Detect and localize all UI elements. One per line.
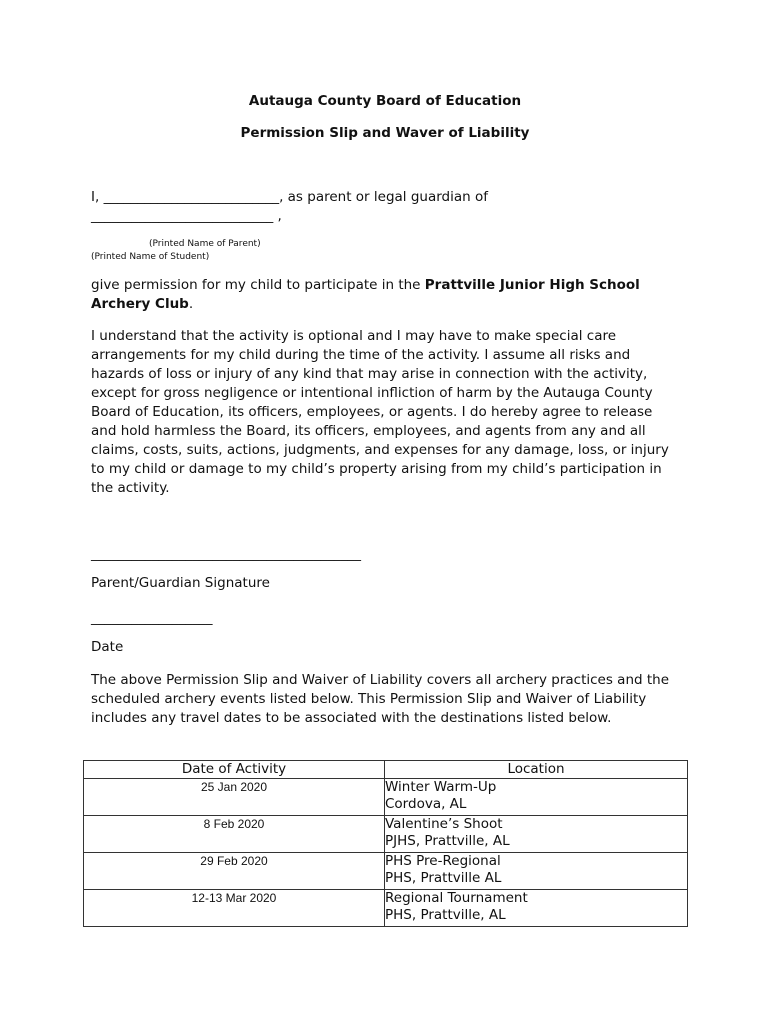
student-name-caption: (Printed Name of Student) (91, 252, 210, 262)
document-title: Permission Slip and Waver of Liability (240, 125, 530, 141)
event-name: Winter Warm-Up (385, 779, 497, 795)
events-table (83, 760, 688, 927)
date-line: __________________ (91, 610, 213, 626)
event-name: PHS Pre-Regional (385, 853, 501, 869)
event-place: Cordova, AL (385, 796, 467, 812)
organization-heading: Autauga County Board of Education (248, 93, 522, 109)
event-date: 12-13 Mar 2020 (84, 890, 385, 927)
table-row (84, 779, 688, 816)
table-row (84, 816, 688, 853)
table-row (84, 853, 688, 890)
event-location (385, 853, 688, 890)
permission-prefix: give permission for my child to participate in the (91, 277, 425, 293)
permission-suffix: . (188, 296, 194, 312)
event-name: Valentine’s Shoot (385, 816, 503, 832)
header-date-of-activity: Date of Activity (84, 761, 385, 779)
event-location (385, 890, 688, 927)
signature-line: ________________________________________ (91, 546, 361, 562)
date-label: Date (91, 639, 124, 655)
event-date: 8 Feb 2020 (84, 816, 385, 853)
parent-name-line: I, __________________________, as parent or legal guardian of (91, 189, 488, 205)
event-location (385, 779, 688, 816)
permission-statement (91, 276, 681, 314)
event-place: PJHS, Prattville, AL (385, 833, 510, 849)
coverage-paragraph: The above Permission Slip and Waiver of Liability covers all archery practices and the scheduled archery events listed below. This Permission Slip and Waiver of Liability includes any travel dates to be associated with the destinations listed below. (91, 672, 670, 726)
signature-label: Parent/Guardian Signature (91, 575, 270, 591)
liability-paragraph: I understand that the activity is optional and I may have to make special care arrangements for my child during the time of the activity. I assume all risks and hazards of loss or injury of any kind that may arise in connection with the activity, except for gross negligence or intentional infliction of harm by the Autauga County Board of Education, its officers, employees, or agents. I do hereby agree to release and hold harmless the Board, its officers, employees, and agents from any and all claims, costs, suits, actions, judgments, and expenses for any damage, loss, or injury to my child or damage to my child’s property arising from my child’s participation in the activity. (91, 328, 669, 496)
student-name-line: ___________________________ , (91, 208, 282, 224)
event-date: 29 Feb 2020 (84, 853, 385, 890)
event-place: PHS, Prattville, AL (385, 907, 506, 923)
event-place: PHS, Prattville AL (385, 870, 502, 886)
header-location: Location (385, 761, 688, 779)
event-name: Regional Tournament (385, 890, 528, 906)
table-header-row (84, 761, 688, 779)
event-date: 25 Jan 2020 (84, 779, 385, 816)
table-row (84, 890, 688, 927)
parent-name-caption: (Printed Name of Parent) (149, 239, 261, 249)
event-location (385, 816, 688, 853)
club-name: Prattville Junior High School Archery Club (91, 277, 640, 312)
